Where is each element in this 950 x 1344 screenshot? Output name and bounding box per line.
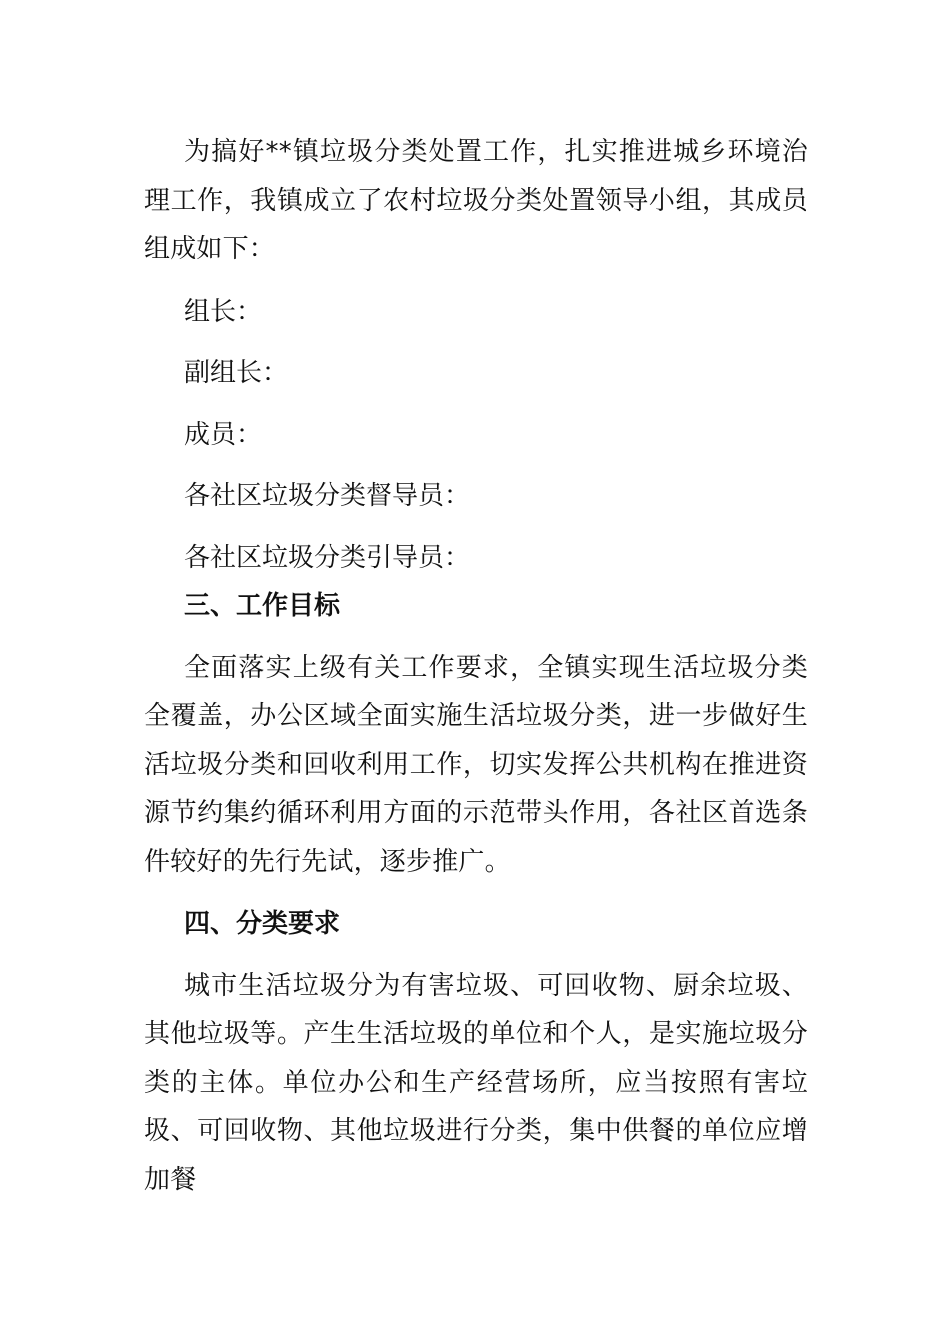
role-leader: 组长：: [184, 296, 263, 327]
role-supervisors: 各社区垃圾分类督导员：: [184, 481, 471, 511]
role-deputy-leader: 副组长：: [184, 358, 289, 388]
role-guides: 各社区垃圾分类引导员：: [184, 542, 471, 573]
intro-paragraph: 为搞好**镇垃圾分类处置工作，扎实推进城乡环境治理工作，我镇成立了农村垃圾分类处置领导小组，其成员组成如下：: [144, 137, 808, 264]
section-4-heading: 四、分类要求: [184, 909, 341, 939]
document-page: [144, 128, 808, 1204]
section-4-body: 城市生活垃圾分为有害垃圾、可回收物、厨余垃圾、其他垃圾等。产生生活垃圾的单位和个人，是实施垃圾分类的主体。单位办公和生产经营场所，应当按照有害垃圾、可回收物、其他垃圾进行分类，集中供餐的单位应增加餐: [144, 970, 808, 1195]
section-3-heading: 三、工作目标: [184, 591, 341, 621]
section-3-body: 全面落实上级有关工作要求，全镇实现生活垃圾分类全覆盖，办公区域全面实施生活垃圾分类，进一步做好生活垃圾分类和回收利用工作，切实发挥公共机构在推进资源节约集约循环利用方面的示范带头作用，各社区首选条件较好的先行先试，逐步推广。: [144, 652, 808, 877]
role-members: 成员：: [184, 419, 263, 450]
